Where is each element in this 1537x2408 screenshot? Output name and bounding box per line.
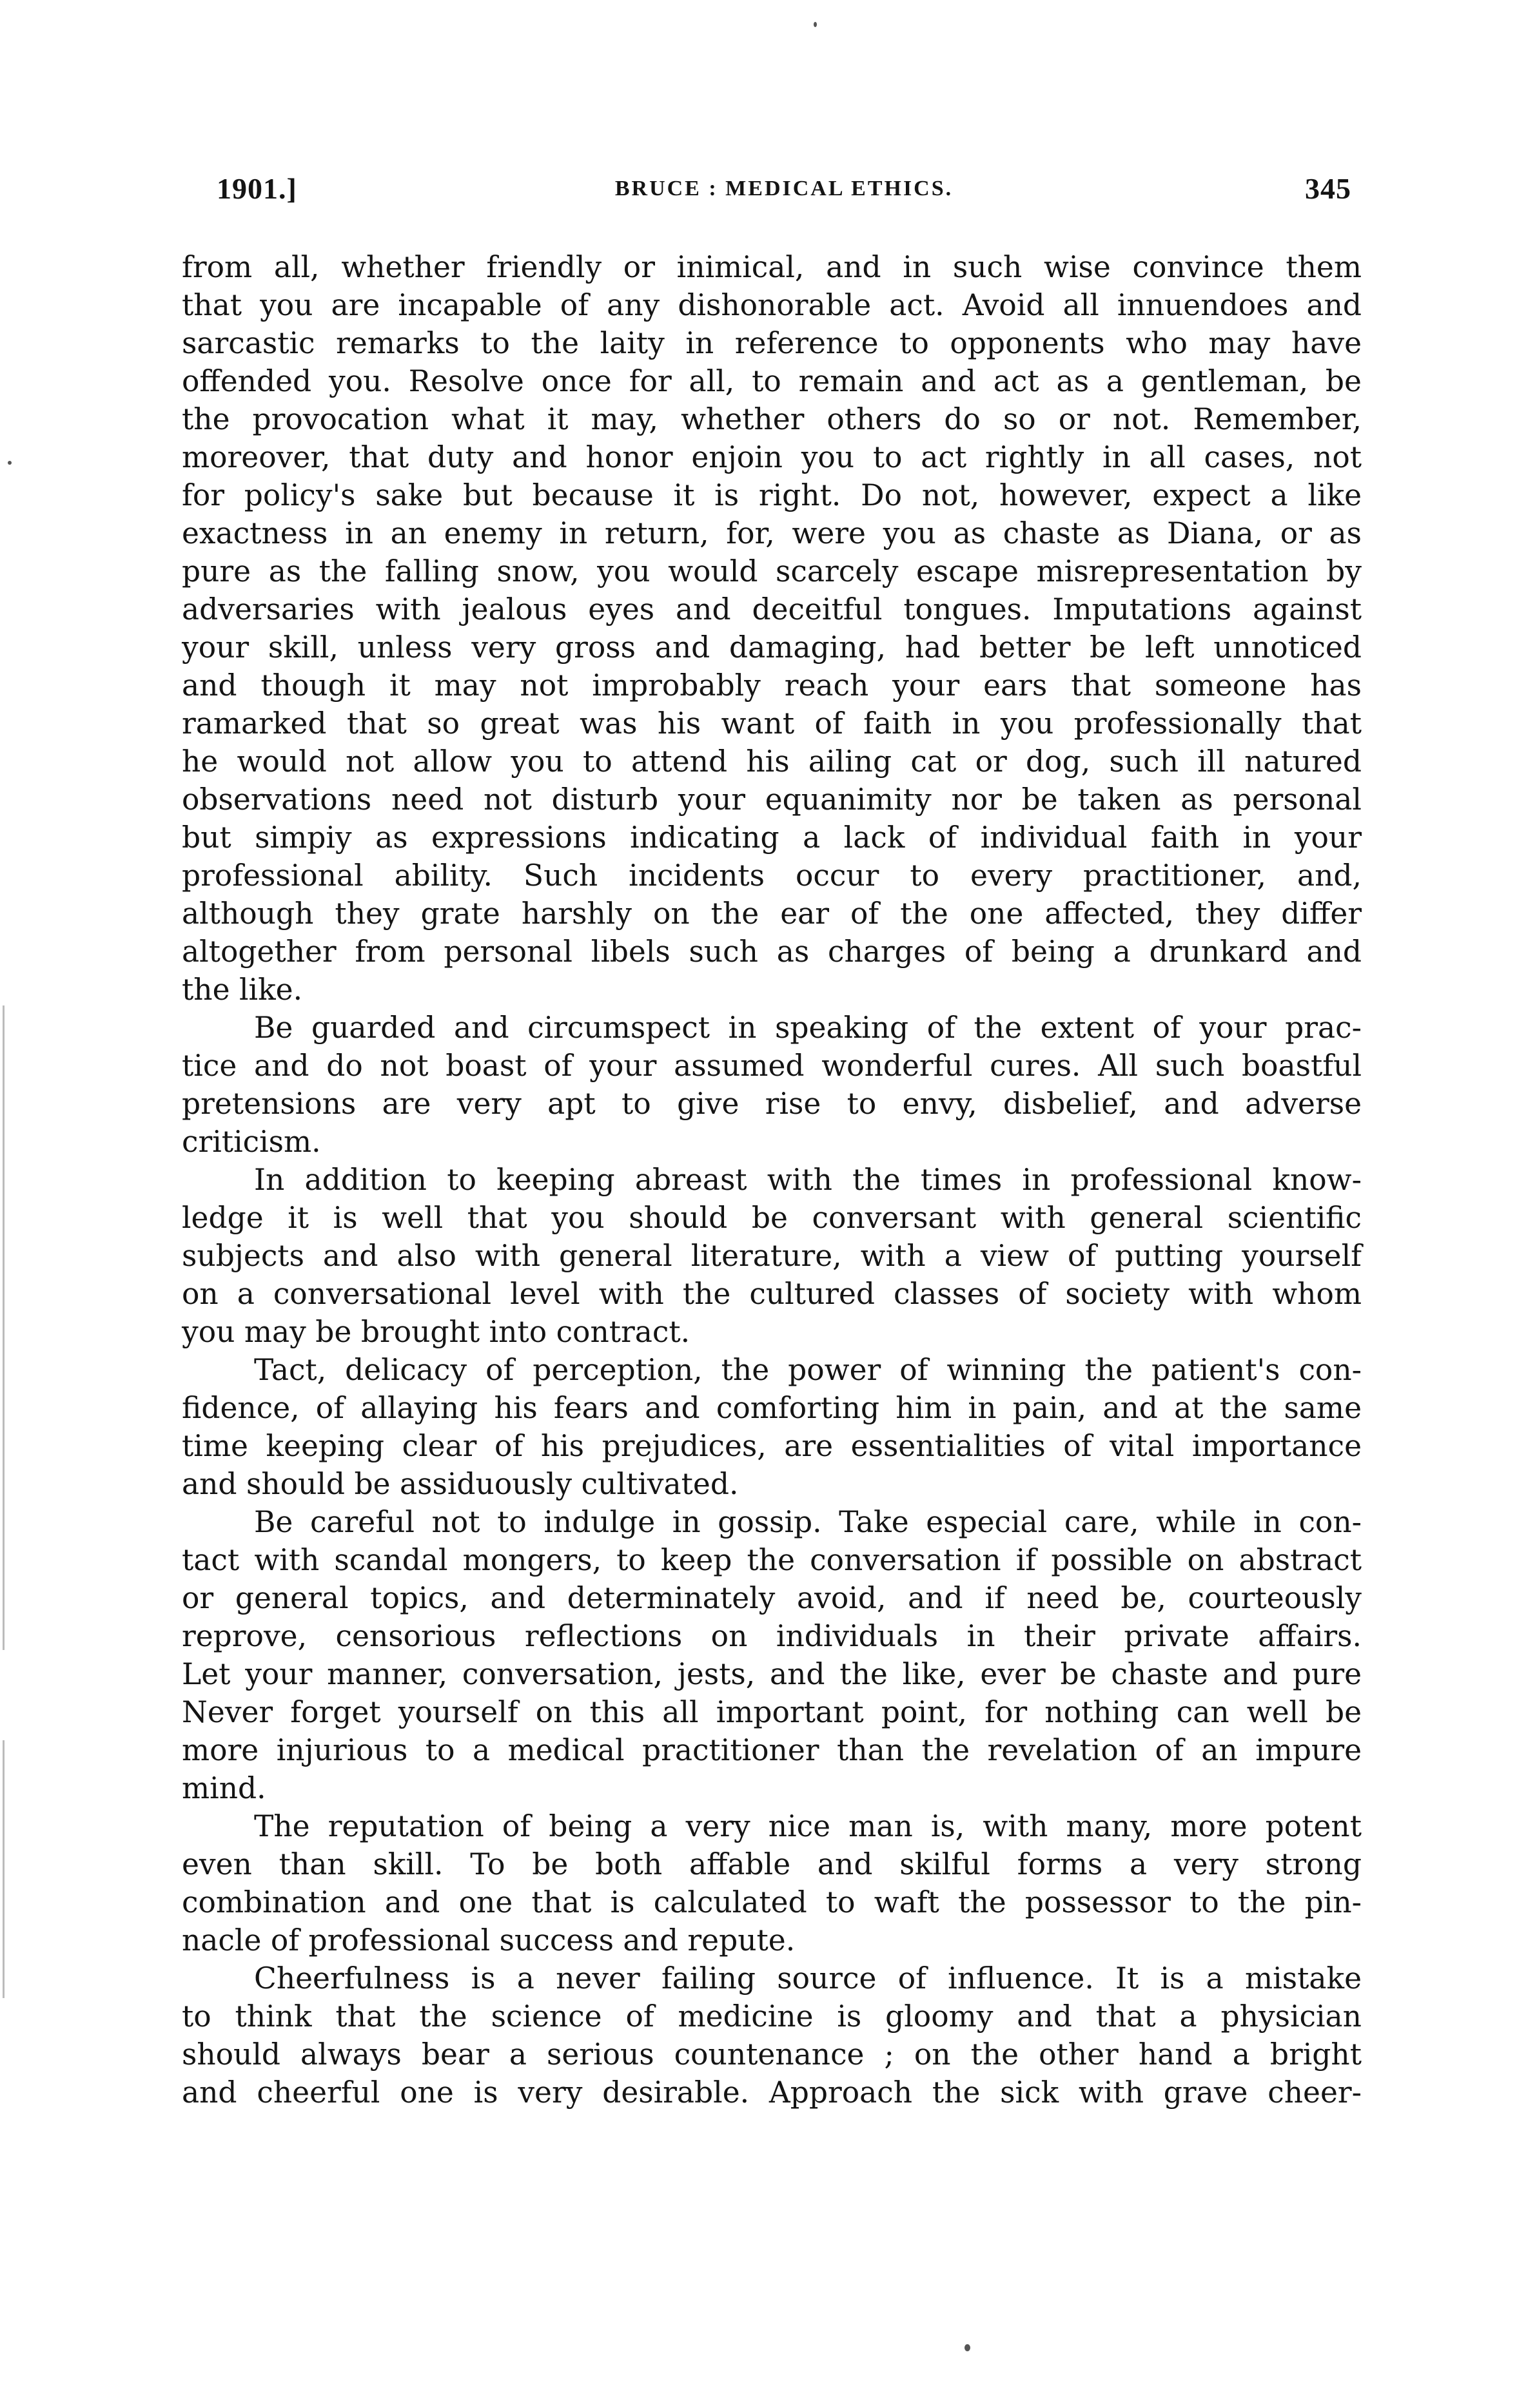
text-line: Tact, delicacy of perception, the power of winning the patient's con-	[254, 1353, 1362, 1387]
header-title: BRUCE : MEDICAL ETHICS.	[614, 177, 954, 200]
paragraph	[182, 1503, 1362, 1807]
text-line: tice and do not boast of your assumed wonderful cures. All such boastful	[182, 1049, 1362, 1083]
page-number: 345	[1305, 172, 1351, 205]
text-line: The reputation of being a very nice man is, with many, more potent	[254, 1809, 1362, 1843]
text-line: and though it may not improbably reach your ears that someone has	[182, 668, 1362, 703]
text-line: or general topics, and determinately avoid, and if need be, courteously	[182, 1581, 1362, 1615]
paragraph	[182, 1959, 1362, 2112]
paragraph	[182, 1161, 1362, 1351]
text-line: reprove, censorious reflections on individuals in their private affairs.	[182, 1619, 1362, 1653]
text-line: tact with scandal mongers, to keep the conversation if possible on abstract	[182, 1543, 1362, 1577]
text-line: subjects and also with general literature, with a view of putting yourself	[182, 1239, 1362, 1273]
paragraph	[182, 1807, 1362, 1959]
text-line: observations need not disturb your equanimity nor be taken as personal	[182, 782, 1362, 817]
text-line: on a conversational level with the cultured classes of society with whom	[182, 1277, 1362, 1311]
text-line: even than skill. To be both affable and skilful forms a very strong	[182, 1847, 1362, 1881]
text-line: In addition to keeping abreast with the times in professional know-	[254, 1163, 1362, 1197]
text-line: the provocation what it may, whether others do so or not. Remember,	[182, 402, 1362, 436]
text-line: sarcastic remarks to the laity in reference to opponents who may have	[182, 326, 1362, 360]
text-line: your skill, unless very gross and damaging, had better be left unnoticed	[182, 630, 1362, 665]
text-line: altogether from personal libels such as charges of being a drunkard and	[182, 935, 1362, 969]
text-line: Be careful not to indulge in gossip. Take especial care, while in con-	[254, 1505, 1362, 1539]
text-line: he would not allow you to attend his ailing cat or dog, such ill natured	[182, 744, 1362, 779]
text-line: adversaries with jealous eyes and deceitful tongues. Imputations against	[182, 592, 1362, 626]
text-line: combination and one that is calculated to waft the possessor to the pin-	[182, 1885, 1362, 1919]
text-line: should always bear a serious countenance ; on the other hand a bright	[182, 2037, 1362, 2072]
text-line: mind.	[182, 1771, 266, 1805]
text-line: from all, whether friendly or inimical, and in such wise convince them	[182, 250, 1362, 284]
text-line: ramarked that so great was his want of faith in you professionally that	[182, 706, 1362, 741]
paragraph	[182, 1009, 1362, 1161]
running-head	[217, 171, 1351, 217]
scan-edge-mark	[3, 1740, 5, 1998]
text-line: fidence, of allaying his fears and comforting him in pain, and at the same	[182, 1391, 1362, 1425]
text-line: to think that the science of medicine is gloomy and that a physician	[182, 1999, 1362, 2034]
text-line: although they grate harshly on the ear of the one affected, they differ	[182, 897, 1362, 931]
text-line: ledge it is well that you should be conversant with general scientific	[182, 1201, 1362, 1235]
header-year: 1901.]	[217, 172, 297, 205]
text-line: nacle of professional success and repute.	[182, 1923, 796, 1957]
text-line: pure as the falling snow, you would scarcely escape misrepresentation by	[182, 554, 1362, 588]
article-body	[182, 248, 1362, 2112]
text-line: for policy's sake but because it is right. Do not, however, expect a like	[182, 478, 1362, 512]
text-line: that you are incapable of any dishonorable act. Avoid all innuendoes and	[182, 288, 1362, 322]
text-line: exactness in an enemy in return, for, were you as chaste as Diana, or as	[182, 516, 1362, 550]
text-line: professional ability. Such incidents occur to every practitioner, and,	[182, 859, 1362, 893]
text-line: time keeping clear of his prejudices, are essentialities of vital importance	[182, 1429, 1362, 1463]
text-line: Never forget yourself on this all important point, for nothing can well be	[182, 1695, 1362, 1729]
text-line: more injurious to a medical practitioner than the revelation of an impure	[182, 1733, 1362, 1767]
scan-edge-mark	[3, 1005, 5, 1650]
scan-speck	[8, 461, 12, 465]
text-line: and should be assiduously cultivated.	[182, 1467, 739, 1501]
scan-speck	[814, 22, 817, 27]
text-line: and cheerful one is very desirable. Approach the sick with grave cheer-	[182, 2075, 1362, 2110]
text-line: pretensions are very apt to give rise to envy, disbelief, and adverse	[182, 1087, 1362, 1121]
text-line: offended you. Resolve once for all, to remain and act as a gentleman, be	[182, 364, 1362, 398]
text-line: Cheerfulness is a never failing source of influence. It is a mistake	[254, 1961, 1362, 1995]
scan-speck	[964, 2344, 970, 2351]
text-line: moreover, that duty and honor enjoin you to act rightly in all cases, not	[182, 440, 1362, 474]
text-line: but simpiy as expressions indicating a lack of individual faith in your	[182, 820, 1362, 855]
paragraph	[182, 248, 1362, 1009]
text-line: the like.	[182, 973, 303, 1007]
text-line: Let your manner, conversation, jests, and the like, ever be chaste and pure	[182, 1657, 1362, 1691]
text-line: you may be brought into contract.	[182, 1315, 690, 1349]
text-line: criticism.	[182, 1125, 321, 1159]
text-line: Be guarded and circumspect in speaking of the extent of your prac-	[254, 1011, 1362, 1045]
paragraph	[182, 1351, 1362, 1503]
